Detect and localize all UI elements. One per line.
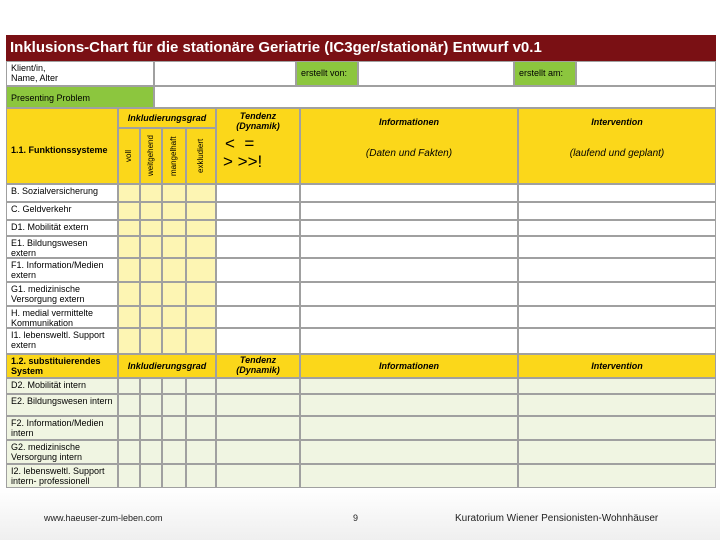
section2-info-cell[interactable]	[300, 464, 518, 488]
section2-grade-checkbox[interactable]	[118, 464, 140, 488]
section1-tendency-cell[interactable]	[216, 184, 300, 202]
section1-inclusion-grade: Inkludierungsgrad	[118, 108, 216, 128]
section1-grade-checkbox[interactable]	[118, 328, 140, 354]
section1-grade-checkbox[interactable]	[162, 202, 186, 220]
section1-tendency-cell[interactable]	[216, 236, 300, 258]
section1-intervention-cell	[518, 108, 716, 184]
footer-org: Kuratorium Wiener Pensionisten-Wohnhäuser	[455, 513, 659, 524]
section1-grade-checkbox[interactable]	[118, 306, 140, 328]
section1-grade-checkbox[interactable]	[118, 282, 140, 306]
section1-grade-checkbox[interactable]	[140, 258, 162, 282]
section2-intervention-cell[interactable]	[518, 378, 716, 394]
section1-grade-checkbox[interactable]	[118, 258, 140, 282]
section1-row-label: D1. Mobilität extern	[6, 220, 118, 236]
section1-intervention-cell[interactable]	[518, 220, 716, 236]
created-by-field[interactable]	[358, 61, 514, 86]
section1-tendency-cell[interactable]	[216, 328, 300, 354]
section1-info-cell[interactable]	[300, 184, 518, 202]
section2-row-label: E2. Bildungswesen intern	[6, 394, 118, 416]
section1-grade-checkbox[interactable]	[118, 184, 140, 202]
section2-intervention-cell[interactable]	[518, 440, 716, 464]
section1-intervention-sub: (laufend und geplant)	[569, 148, 665, 159]
section2-grade-checkbox[interactable]	[140, 464, 162, 488]
client-label: Klient/in, Name, Alter	[6, 61, 154, 86]
section1-grade-checkbox[interactable]	[118, 220, 140, 236]
section2-grade-checkbox[interactable]	[140, 416, 162, 440]
section2-tendency: Tendenz (Dynamik)	[216, 354, 300, 378]
section2-intervention-header: Intervention	[518, 354, 716, 378]
section1-name: 1.1. Funktionssysteme	[6, 108, 118, 184]
section2-grade-checkbox[interactable]	[140, 394, 162, 416]
section1-grade-checkbox[interactable]	[140, 236, 162, 258]
section1-info-cell[interactable]	[300, 306, 518, 328]
section1-info-cell[interactable]	[300, 258, 518, 282]
section1-tendency-cell[interactable]	[216, 306, 300, 328]
section2-intervention-cell[interactable]	[518, 394, 716, 416]
section1-intervention-cell[interactable]	[518, 202, 716, 220]
section1-grade-checkbox[interactable]	[186, 184, 216, 202]
section2-grade-checkbox[interactable]	[186, 416, 216, 440]
section2-row-label: I2. lebensweltl. Support intern- professionell	[6, 464, 118, 488]
section2-grade-checkbox[interactable]	[186, 464, 216, 488]
section2-grade-checkbox[interactable]	[118, 416, 140, 440]
section1-tendency-cell	[216, 108, 300, 184]
footer-page-number: 9	[353, 513, 359, 523]
section2-grade-checkbox[interactable]	[118, 440, 140, 464]
section2-info-cell[interactable]	[300, 416, 518, 440]
client-field[interactable]	[154, 61, 296, 86]
section1-grade-checkbox[interactable]	[186, 306, 216, 328]
section1-tendency-cell[interactable]	[216, 220, 300, 236]
section1-info-sub: (Daten und Fakten)	[365, 148, 453, 159]
section1-grade-checkbox[interactable]	[186, 282, 216, 306]
section1-grade-checkbox[interactable]	[118, 236, 140, 258]
section1-grade-checkbox[interactable]	[140, 328, 162, 354]
section2-info-cell[interactable]	[300, 378, 518, 394]
section2-grade-checkbox[interactable]	[140, 378, 162, 394]
section1-info-cell[interactable]	[300, 220, 518, 236]
section2-row-label: D2. Mobilität intern	[6, 378, 118, 394]
grade-col-exkludiert: exkludiert	[186, 128, 216, 184]
section1-tendency-cell[interactable]	[216, 282, 300, 306]
section1-intervention-cell[interactable]	[518, 306, 716, 328]
section1-grade-checkbox[interactable]	[162, 236, 186, 258]
section1-row-label: E1. Bildungswesen extern	[6, 236, 118, 258]
section2-tendency-cell[interactable]	[216, 394, 300, 416]
section1-grade-checkbox[interactable]	[162, 258, 186, 282]
section2-info-cell[interactable]	[300, 394, 518, 416]
section2-grade-checkbox[interactable]	[162, 394, 186, 416]
section2-grade-checkbox[interactable]	[162, 378, 186, 394]
section2-tendency-cell[interactable]	[216, 464, 300, 488]
section1-info-cell[interactable]	[300, 236, 518, 258]
section1-tendency-cell[interactable]	[216, 258, 300, 282]
section2-info-header: Informationen	[300, 354, 518, 378]
section1-row-label: G1. medizinische Versorgung extern	[6, 282, 118, 306]
section2-grade-checkbox[interactable]	[162, 464, 186, 488]
section1-row-label: H. medial vermittelte Kommunikation	[6, 306, 118, 328]
section2-grade-checkbox[interactable]	[186, 378, 216, 394]
section2-name: 1.2. substituierendes System	[6, 354, 118, 378]
section1-row-label: C. Geldverkehr	[6, 202, 118, 220]
section1-intervention-cell[interactable]	[518, 282, 716, 306]
tendency-symbols-top: < =	[225, 134, 255, 153]
section1-intervention-cell[interactable]	[518, 236, 716, 258]
section2-grade-checkbox[interactable]	[186, 440, 216, 464]
section1-row-label: I1. lebensweltl. Support extern	[6, 328, 118, 354]
section1-info-cell	[300, 108, 518, 184]
section1-grade-checkbox[interactable]	[186, 236, 216, 258]
section1-grade-checkbox[interactable]	[118, 202, 140, 220]
section1-grade-checkbox[interactable]	[140, 184, 162, 202]
section1-intervention-cell[interactable]	[518, 328, 716, 354]
grade-col-weitgehend: weitgehend	[140, 128, 162, 184]
section2-grade-checkbox[interactable]	[186, 394, 216, 416]
section1-grade-checkbox[interactable]	[186, 328, 216, 354]
section1-row-label: F1. Information/Medien extern	[6, 258, 118, 282]
section1-intervention-cell[interactable]	[518, 184, 716, 202]
created-on-label: erstellt am:	[514, 61, 576, 86]
section2-tendency-cell[interactable]	[216, 378, 300, 394]
section2-tendency-cell[interactable]	[216, 416, 300, 440]
section2-info-cell[interactable]	[300, 440, 518, 464]
section1-tendency: Tendenz (Dynamik)	[236, 111, 280, 131]
section2-grade-checkbox[interactable]	[118, 394, 140, 416]
section1-info-cell[interactable]	[300, 328, 518, 354]
section2-inclusion-grade: Inkludierungsgrad	[118, 354, 216, 378]
section1-info-cell[interactable]	[300, 282, 518, 306]
presenting-problem-field[interactable]	[154, 86, 716, 108]
section2-intervention-cell[interactable]	[518, 416, 716, 440]
section2-row-label: G2. medizinische Versorgung intern	[6, 440, 118, 464]
tendency-symbols-bottom: > >>!	[223, 152, 263, 171]
page-title: Inklusions-Chart für die stationäre Geriatrie (IC3ger/stationär) Entwurf v0.1	[6, 35, 716, 61]
section1-grade-checkbox[interactable]	[186, 258, 216, 282]
section2-tendency-cell[interactable]	[216, 440, 300, 464]
section1-grade-checkbox[interactable]	[140, 220, 162, 236]
footer-url: www.haeuser-zum-leben.com	[44, 513, 163, 523]
section1-grade-checkbox[interactable]	[140, 202, 162, 220]
created-on-field[interactable]	[576, 61, 716, 86]
section1-intervention-cell[interactable]	[518, 258, 716, 282]
section2-grade-checkbox[interactable]	[118, 378, 140, 394]
section2-grade-checkbox[interactable]	[162, 416, 186, 440]
section1-grade-checkbox[interactable]	[162, 306, 186, 328]
created-by-label: erstellt von:	[296, 61, 358, 86]
section1-grade-checkbox[interactable]	[162, 220, 186, 236]
section2-intervention-cell[interactable]	[518, 464, 716, 488]
grade-col-voll: voll	[118, 128, 140, 184]
section1-grade-checkbox[interactable]	[162, 184, 186, 202]
section1-row-label: B. Sozialversicherung	[6, 184, 118, 202]
section1-grade-checkbox[interactable]	[186, 202, 216, 220]
section1-grade-checkbox[interactable]	[140, 282, 162, 306]
section2-grade-checkbox[interactable]	[162, 440, 186, 464]
section1-grade-checkbox[interactable]	[186, 220, 216, 236]
section1-grade-checkbox[interactable]	[140, 306, 162, 328]
section1-grade-checkbox[interactable]	[162, 282, 186, 306]
grade-col-mangelhaft: mangelhaft	[162, 128, 186, 184]
section1-intervention-header: Intervention	[591, 117, 643, 127]
section1-tendency-cell[interactable]	[216, 202, 300, 220]
section1-info-header: Informationen	[379, 117, 439, 127]
section2-row-label: F2. Information/Medien intern	[6, 416, 118, 440]
presenting-problem-label: Presenting Problem	[6, 86, 154, 108]
section1-info-cell[interactable]	[300, 202, 518, 220]
section1-grade-checkbox[interactable]	[162, 328, 186, 354]
section2-grade-checkbox[interactable]	[140, 440, 162, 464]
